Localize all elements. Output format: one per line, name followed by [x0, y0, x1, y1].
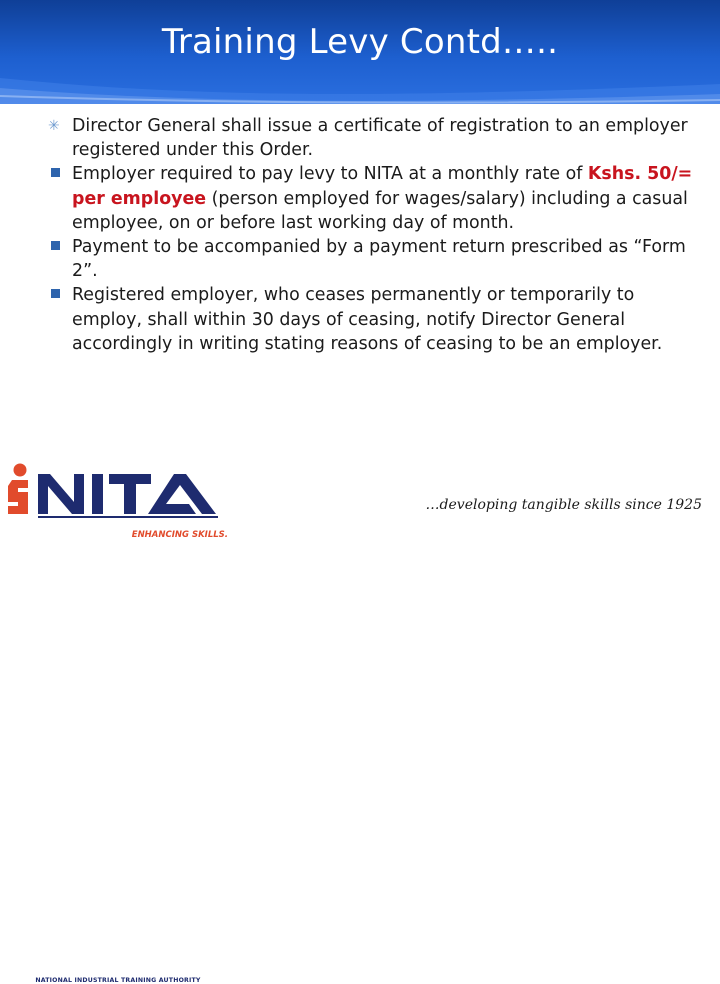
logo-full-name: NATIONAL INDUSTRIAL TRAINING AUTHORITY: [35, 977, 201, 984]
list-item: [46, 235, 696, 283]
levy-rate-highlight: Kshs. 50/= per employee: [72, 164, 693, 209]
bullet-text: Director General shall issue a certificate of registration to an employer registered under this Order.: [72, 116, 688, 161]
footer-tagline: …developing tangible skills since 1925: [425, 497, 702, 513]
bullet-text: Payment to be accompanied by a payment return prescribed as “Form 2”.: [72, 237, 686, 282]
logo-slogan: ENHANCING SKILLS.: [131, 530, 228, 540]
slide-title: Training Levy Contd…..: [161, 22, 559, 62]
list-item: [46, 162, 696, 235]
nita-logo: [4, 458, 234, 984]
title-banner: [0, 0, 720, 104]
bullet-text-part: Employer required to pay levy to NITA at a monthly rate of: [72, 164, 588, 185]
star-bullet-icon: ✳: [48, 118, 60, 134]
square-bullet-icon: [51, 241, 60, 250]
bullet-text: Registered employer, who ceases permanently or temporarily to employ, shall within 30 days of ceasing, notify Director General accordingly in writing stating reasons of ceasing to be an employer.: [72, 285, 663, 354]
list-item: [46, 114, 696, 162]
bullet-text-part: (person employed for wages/salary) including a casual employee, on or before last working day of month.: [72, 188, 688, 233]
list-item: [46, 283, 696, 356]
bullet-list: [46, 114, 696, 356]
nita-logo-graphic: [4, 458, 234, 520]
square-bullet-icon: [51, 168, 60, 177]
square-bullet-icon: [51, 289, 60, 298]
